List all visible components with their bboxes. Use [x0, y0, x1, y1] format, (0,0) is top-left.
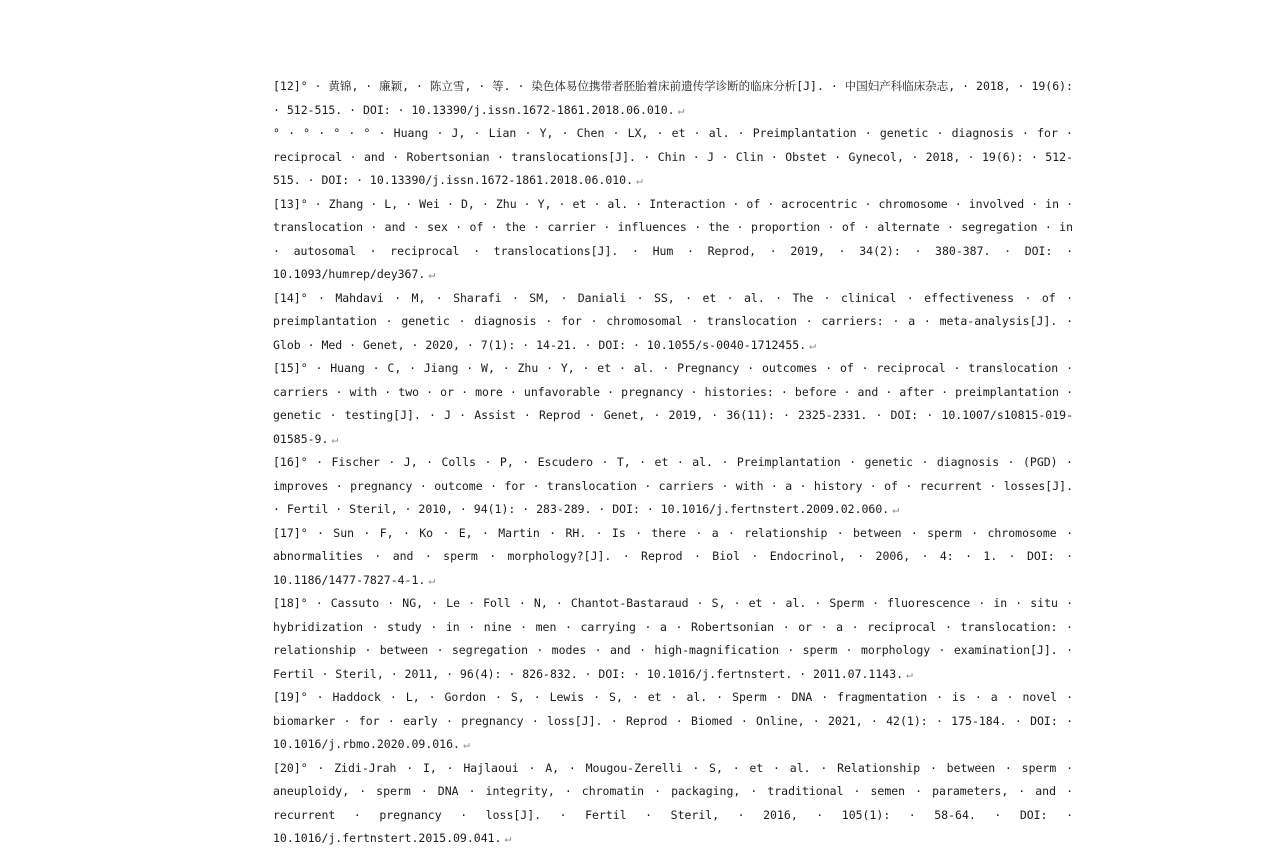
paragraph-mark-icon: ↵ — [331, 431, 339, 446]
reference-list — [273, 75, 1073, 851]
reference-12-chinese: [12]° · 黄锦, · 廉颖, · 陈立雪, · 等. · 染色体易位携带者胚胎着床前遗传学诊断的临床分析[J]. · 中国妇产科临床杂志, · 2018, · 19(6): · 512-515. · DOI: · 10.13390/j.issn.1672-1861.2018.06.010. ↵ — [273, 79, 1073, 117]
paragraph-mark-icon: ↵ — [677, 102, 685, 117]
reference-20: [20]° · Zidi-Jrah · I, · Hajlaoui · A, · Mougou-Zerelli · S, · et · al. · Relationship · between · sperm · aneuploidy, · sperm · DNA · integrity, · chromatin · packaging, · traditional · semen · parameters, · and · recurrent · pregnancy · loss[J]. · Fertil · Steril, · 2016, · 105(1): · 58-64. · DOI: · 10.1016/j.fertnstert.2015.09.041. ↵ — [273, 760, 1073, 845]
paragraph-mark-icon: ↵ — [428, 572, 436, 587]
paragraph-mark-icon: ↵ — [892, 502, 900, 516]
reference-18: [18]° · Cassuto · NG, · Le · Foll · N, · Chantot-Bastaraud · S, · et · al. · Sperm · fluorescence · in · situ · hybridization · study · in · nine · men · carrying · a · Robertsonian · or · a · reciprocal · translocation: · relationship · between · segregation · modes · and · high-magnification · sperm · morphology · examination[J]. · Fertil · Steril, · 2011, · 96(4): · 826-832. · DOI: · 10.1016/j.fertnstert. · 2011.07.1143. ↵ — [273, 596, 1073, 681]
reference-13: [13]° · Zhang · L, · Wei · D, · Zhu · Y, · et · al. · Interaction · of · acrocentric · chromosome · involved · in · translocation · and · sex · of · the · carrier · influences · the · proportion · of · alternate · segregation · in · autosomal · reciprocal · translocations[J]. · Hum · Reprod, · 2019, · 34(2): · 380-387. · DOI: · 10.1093/humrep/dey367. ↵ — [273, 196, 1073, 281]
reference-14: [14]° · Mahdavi · M, · Sharafi · SM, · Daniali · SS, · et · al. · The · clinical · effectiveness · of · preimplantation · genetic · diagnosis · for · chromosomal · translocation · carriers: · a · meta-analysis[J]. · Glob · Med · Genet, · 2020, · 7(1): · 14-21. · DOI: · 10.1055/s-0040-1712455. ↵ — [273, 290, 1073, 352]
reference-17: [17]° · Sun · F, · Ko · E, · Martin · RH. · Is · there · a · relationship · between · sperm · chromosome · abnormalities · and · sperm · morphology?[J]. · Reprod · Biol · Endocrinol, · 2006, · 4: · 1. · DOI: · 10.1186/1477-7827-4-1. ↵ — [273, 525, 1073, 587]
reference-19: [19]° · Haddock · L, · Gordon · S, · Lewis · S, · et · al. · Sperm · DNA · fragmentation · is · a · novel · biomarker · for · early · pregnancy · loss[J]. · Reprod · Biomed · Online, · 2021, · 42(1): · 175-184. · DOI: · 10.1016/j.rbmo.2020.09.016. ↵ — [273, 690, 1073, 751]
paragraph-mark-icon: ↵ — [504, 831, 512, 845]
reference-16: [16]° · Fischer · J, · Colls · P, · Escudero · T, · et · al. · Preimplantation · genetic · diagnosis · (PGD) · improves · pregnancy · outcome · for · translocation · carriers · with · a · history · of · recurrent · losses[J]. · Fertil · Steril, · 2010, · 94(1): · 283-289. · DOI: · 10.1016/j.fertnstert.2009.02.060. ↵ — [273, 455, 1073, 516]
reference-15: [15]° · Huang · C, · Jiang · W, · Zhu · Y, · et · al. · Pregnancy · outcomes · of · reciprocal · translocation · carriers · with · two · or · more · unfavorable · pregnancy · histories: · before · and · after · preimplantation · genetic · testing[J]. · J · Assist · Reprod · Genet, · 2019, · 36(11): · 2325-2331. · DOI: · 10.1007/s10815-019-01585-9. ↵ — [273, 361, 1073, 446]
paragraph-mark-icon: ↵ — [809, 337, 817, 352]
reference-12-english: ° · ° · ° · ° · Huang · J, · Lian · Y, · Chen · LX, · et · al. · Preimplantation · genetic · diagnosis · for · reciprocal · and · Robertsonian · translocations[J]. · Chin · J · Clin · Obstet · Gynecol, · 2018, · 19(6): · 512-515. · DOI: · 10.13390/j.issn.1672-1861.2018.06.010. ↵ — [273, 126, 1073, 187]
paragraph-mark-icon: ↵ — [636, 173, 643, 187]
paragraph-mark-icon: ↵ — [462, 737, 470, 751]
paragraph-mark-icon: ↵ — [428, 267, 436, 281]
paragraph-mark-icon: ↵ — [906, 666, 913, 681]
